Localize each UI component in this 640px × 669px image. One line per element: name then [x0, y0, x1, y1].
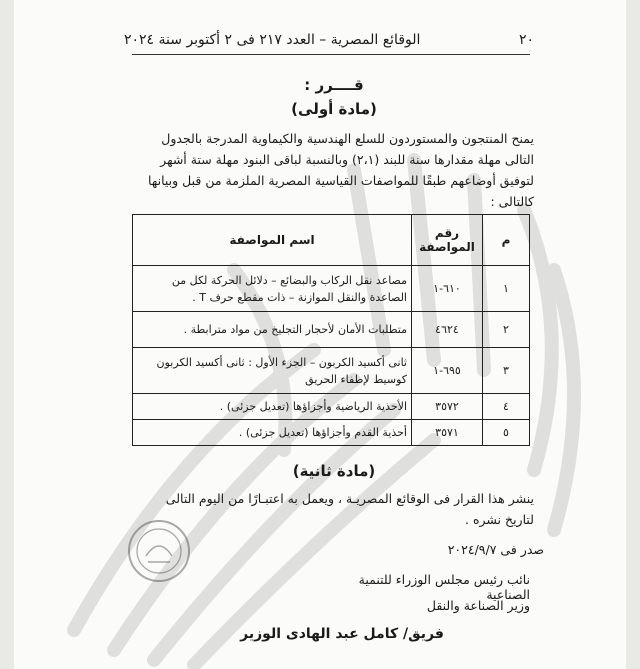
row-num: ٣: [483, 348, 530, 394]
article1-title: (مادة أولى): [291, 100, 377, 118]
table-header-row: [133, 215, 530, 266]
header-num: م: [483, 215, 530, 266]
article2-text: ينشر هذا القرار فى الوقائع المصريـة ، ويعمل به اعتبـارًا من اليوم التالى لتاريخ نشره .: [165, 491, 534, 527]
table-row: [133, 312, 530, 348]
header-name: اسم المواصفة: [133, 215, 412, 266]
row-code: ٦٩٥-١: [412, 348, 483, 394]
table-row: [133, 394, 530, 420]
page-number: ٢٠: [518, 32, 534, 48]
decision-title: قــــرر :: [304, 76, 364, 94]
official-stamp-seal: [126, 518, 192, 584]
article2-title: (مادة ثانية): [292, 462, 376, 480]
table-row: [133, 420, 530, 446]
table-row: [133, 266, 530, 312]
header-rule: [132, 54, 530, 55]
row-name: متطلبات الأمان لأحجار التجليخ من مواد مترابطة .: [133, 312, 412, 348]
row-name: ثانى أكسيد الكربون – الجزء الأول : ثانى أكسيد الكربون كوسيط لإطفاء الحريق: [133, 348, 412, 394]
row-num: ٥: [483, 420, 530, 446]
specifications-table: [132, 214, 530, 446]
signatory-title-1: نائب رئيس مجلس الوزراء للتنمية الصناعية: [358, 572, 530, 602]
signatory-title-2: وزير الصناعة والنقل: [426, 598, 530, 613]
row-code: ٣٥٧٢: [412, 394, 483, 420]
row-name: أحذية القدم وأجزاؤها (تعديل جزئى) .: [133, 420, 412, 446]
row-code: ٦١٠-١: [412, 266, 483, 312]
row-num: ٤: [483, 394, 530, 420]
article1-text: يمنح المنتجون والمستوردون للسلع الهندسية والكيماوية المدرجة بالجدول التالى مهلة مقدارها سنة للبند (٢،١) وبالنسبة لباقى البنود مهلة ستة أشهر لتوفيق أوضاعهم طبقًا للمواصفات القياسية المصرية الملزمة من قبل وبيانها كالتالى :: [148, 131, 534, 209]
page-header: [124, 32, 534, 48]
row-num: ١: [483, 266, 530, 312]
publication-line: الوقائع المصرية – العدد ٢١٧ فى ٢ أكتوبر سنة ٢٠٢٤: [124, 32, 421, 48]
row-num: ٢: [483, 312, 530, 348]
header-code: رقم المواصفة: [412, 215, 483, 266]
row-name: مصاعد نقل الركاب والبضائع – دلائل الحركة لكل من الصاعدة والنقل الموازنة – ذات مقطع حرف T .: [133, 266, 412, 312]
issued-date: صدر فى ٢٠٢٤/٩/٧: [447, 542, 544, 557]
signatory-name: فريق/ كامل عبد الهادى الوزير: [240, 626, 444, 642]
row-name: الأحذية الرياضية وأجزاؤها (تعديل جزئى) .: [133, 394, 412, 420]
row-code: ٤٦٢٤: [412, 312, 483, 348]
table-row: [133, 348, 530, 394]
row-code: ٣٥٧١: [412, 420, 483, 446]
